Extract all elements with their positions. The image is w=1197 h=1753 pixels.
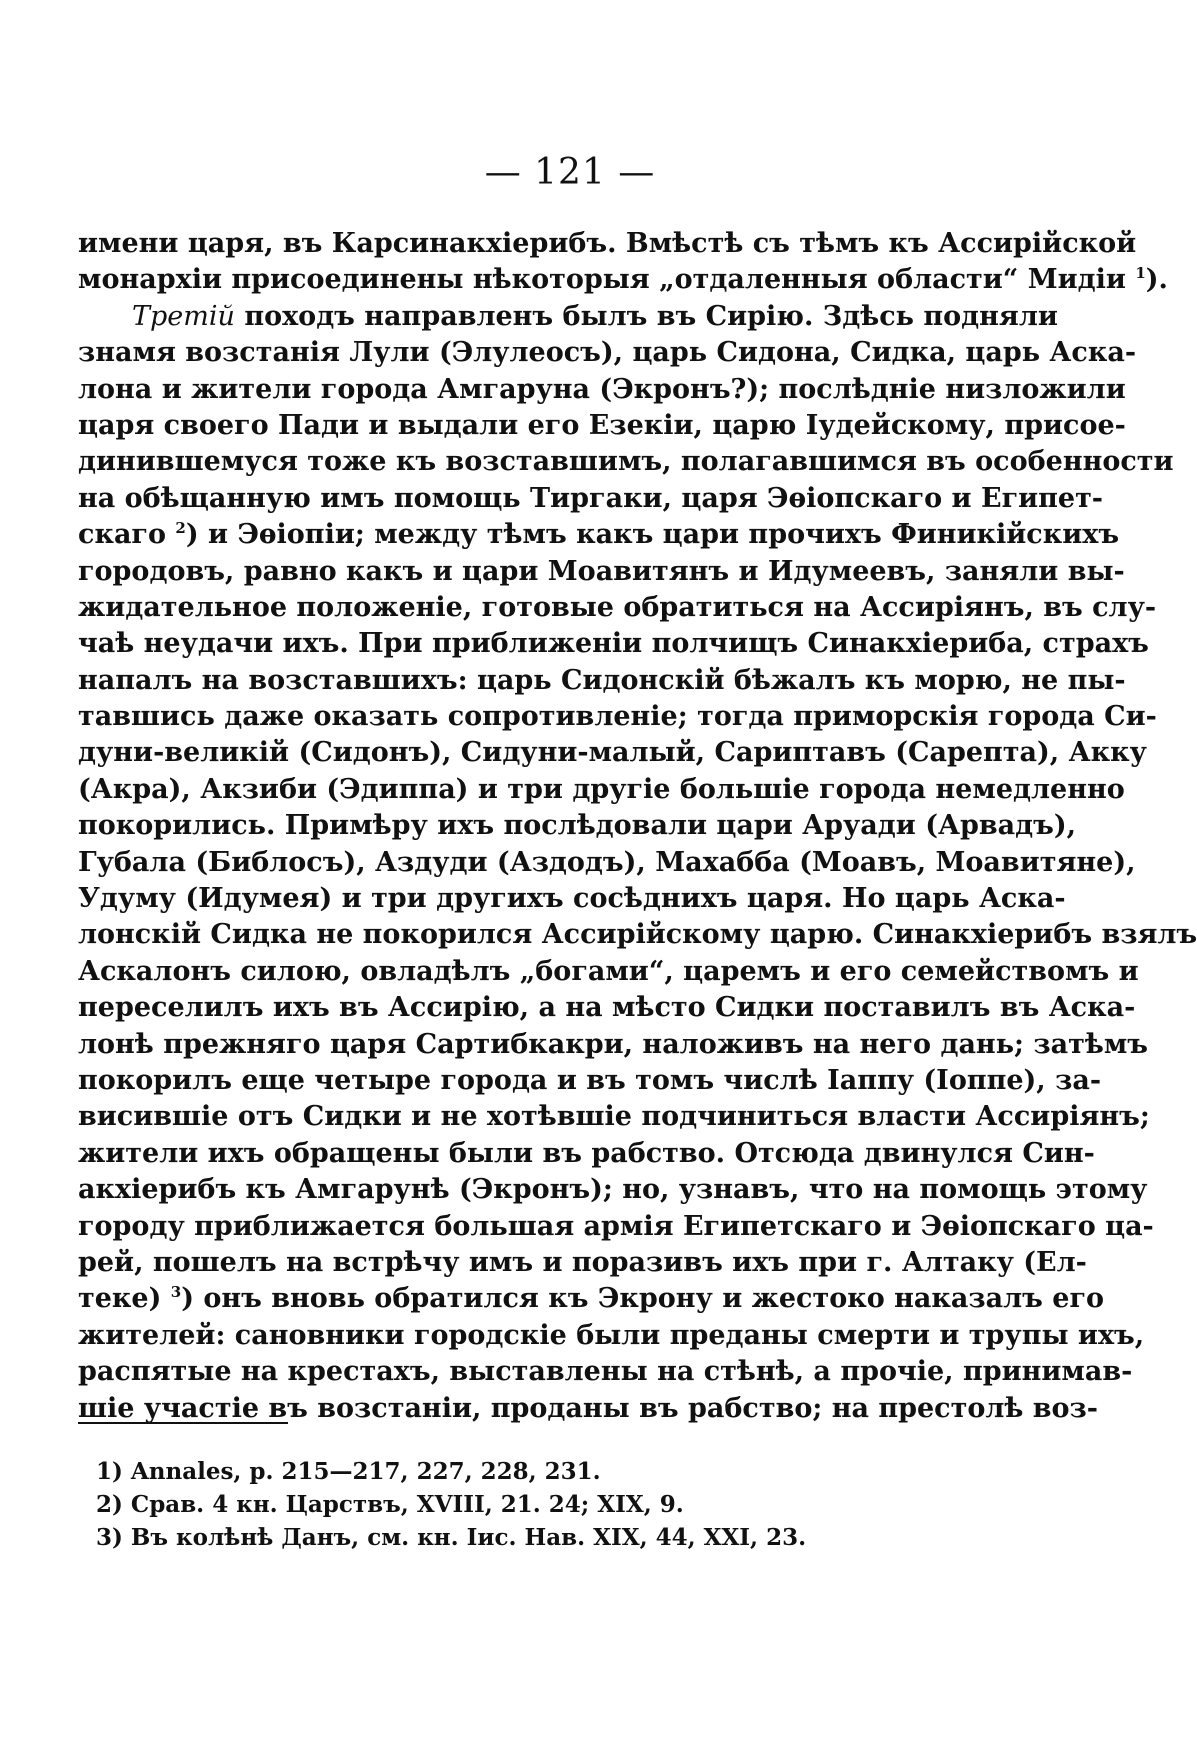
text-segment: теке): [78, 1283, 162, 1315]
footnotes: [96, 1455, 896, 1554]
text-line: переселилъ ихъ въ Ассирію, а на мѣсто Сидки поставилъ въ Аска-: [78, 992, 1136, 1024]
text-line: дуни-великій (Сидонъ), Сидуни-малый, Сариптавъ (Сарепта), Акку: [78, 737, 1147, 769]
text-line: напалъ на возставшихъ: царь Сидонскій бѣжалъ къ морю, не пы-: [78, 664, 1126, 696]
text-line: покорилъ еще четыре города и въ томъ числѣ Іаппу (Іоппе), за-: [78, 1064, 1102, 1096]
text-segment: ): [181, 1283, 194, 1315]
text-line: знамя возстанія Лули (Элулеосъ), царь Сидона, Сидка, царь Аска-: [78, 337, 1137, 369]
text-line: царя своего Пади и выдали его Езекіи, царю Іудейскому, присое-: [78, 409, 1126, 441]
footnote-text: Annales, p. 215—217, 227, 228, 231.: [130, 1458, 601, 1485]
text-line: покорились. Примѣру ихъ послѣдовали цари Аруади (Арвадъ),: [78, 810, 1076, 842]
text-line: [78, 262, 1168, 298]
text-line: [78, 299, 1058, 335]
text-line: чаѣ неудачи ихъ. При приближеніи полчищъ Синакхіериба, страхъ: [78, 628, 1149, 660]
footnote-mark: 1): [96, 1458, 123, 1485]
text-line: жидательное положеніе, готовые обратиться на Ассиріянъ, въ слу-: [78, 591, 1157, 623]
footnote-text: Въ колѣнѣ Данъ, см. кн. Іис. Нав. XIX, 44, XXI, 23.: [130, 1524, 807, 1551]
page-number: — 121 —: [484, 152, 656, 193]
text-line: жителей: сановники городскіе были преданы смерти и трупы ихъ,: [78, 1319, 1145, 1351]
text-line: на обѣщанную имъ помощь Тиргаки, царя Эѳіопскаго и Египет-: [78, 482, 1104, 514]
footnote-mark: 2): [96, 1491, 123, 1518]
text-line: шіе участіе въ возстаніи, проданы въ рабство; на престолѣ воз-: [78, 1392, 1098, 1424]
text-line: [78, 517, 1120, 553]
footnote-ref: 2: [175, 519, 186, 538]
text-line: распятые на крестахъ, выставлены на стѣнѣ, а прочіе, принимав-: [78, 1356, 1133, 1388]
emphasized-word: Третій: [132, 300, 235, 332]
footnote-divider: [78, 1422, 288, 1424]
text-line: городу приближается большая армія Египетскаго и Эѳіопскаго ца-: [78, 1210, 1154, 1242]
text-line: имени царя, въ Карсинакхіерибъ. Вмѣстѣ съ тѣмъ къ Ассирійской: [78, 228, 1137, 259]
footnote-ref: 1: [1135, 264, 1146, 283]
text-line: тавшись даже оказать сопротивленіе; тогда приморскія города Си-: [78, 701, 1157, 733]
footnote-ref: 3: [170, 1283, 182, 1302]
text-segment: скаго: [78, 519, 166, 551]
footnote: [96, 1521, 896, 1554]
text-line: Аскалонъ силою, овладѣлъ „богами“, царемъ и его семействомъ и: [78, 955, 1139, 987]
footnote-mark: 3): [96, 1524, 123, 1551]
text-line: Губала (Библосъ), Аздуди (Аздодъ), Махабба (Моавъ, Моавитяне),: [78, 846, 1136, 878]
footnote: [96, 1455, 896, 1488]
text-line: лонскій Сидка не покорился Ассирійскому царю. Синакхіерибъ взялъ: [78, 919, 1197, 951]
text-line: (Акра), Акзиби (Эдиппа) и три другіе большіе города немедленно: [78, 773, 1125, 805]
text-segment: ).: [1145, 264, 1168, 296]
text-line: акхіерибъ къ Амгарунѣ (Экронъ); но, узнавъ, что на помощь этому: [78, 1174, 1148, 1206]
text-line: висившіе отъ Сидки и не хотѣвшіе подчиниться власти Ассиріянъ;: [78, 1101, 1150, 1133]
body-text: [78, 226, 1197, 1427]
footnote: [96, 1488, 896, 1521]
text-line: жители ихъ обращены были въ рабство. Отсюда двинулся Син-: [78, 1137, 1095, 1169]
text-segment: монархіи присоединены нѣкоторыя „отдаленныя области“ Мидіи: [78, 264, 1126, 296]
text-segment: походъ направленъ былъ въ Сирію. Здѣсь подняли: [244, 300, 1058, 332]
text-line: лонѣ прежняго царя Сартибкакри, наложивъ на него дань; затѣмъ: [78, 1028, 1148, 1060]
text-segment: ): [185, 519, 199, 551]
text-segment: и Эѳіопіи; между тѣмъ какъ цари прочихъ Финикійскихъ: [208, 519, 1120, 551]
text-segment: онъ вновь обратился къ Экрону и жестоко наказалъ его: [203, 1283, 1105, 1315]
text-line: Удуму (Идумея) и три другихъ сосѣднихъ царя. Но царь Аска-: [78, 883, 1066, 915]
text-line: [78, 1281, 1105, 1317]
footnote-text: Срав. 4 кн. Царствъ, XVIII, 21. 24; XIX, 9.: [130, 1491, 684, 1518]
text-line: городовъ, равно какъ и цари Моавитянъ и Идумеевъ, заняли вы-: [78, 555, 1125, 587]
text-line: динившемуся тоже къ возставшимъ, полагавшимся въ особенности: [78, 446, 1174, 478]
text-line: рей, пошелъ на встрѣчу имъ и поразивъ ихъ при г. Алтаку (Ел-: [78, 1246, 1087, 1278]
text-line: лона и жители города Амгаруна (Экронъ?); послѣдніе низложили: [78, 373, 1126, 405]
